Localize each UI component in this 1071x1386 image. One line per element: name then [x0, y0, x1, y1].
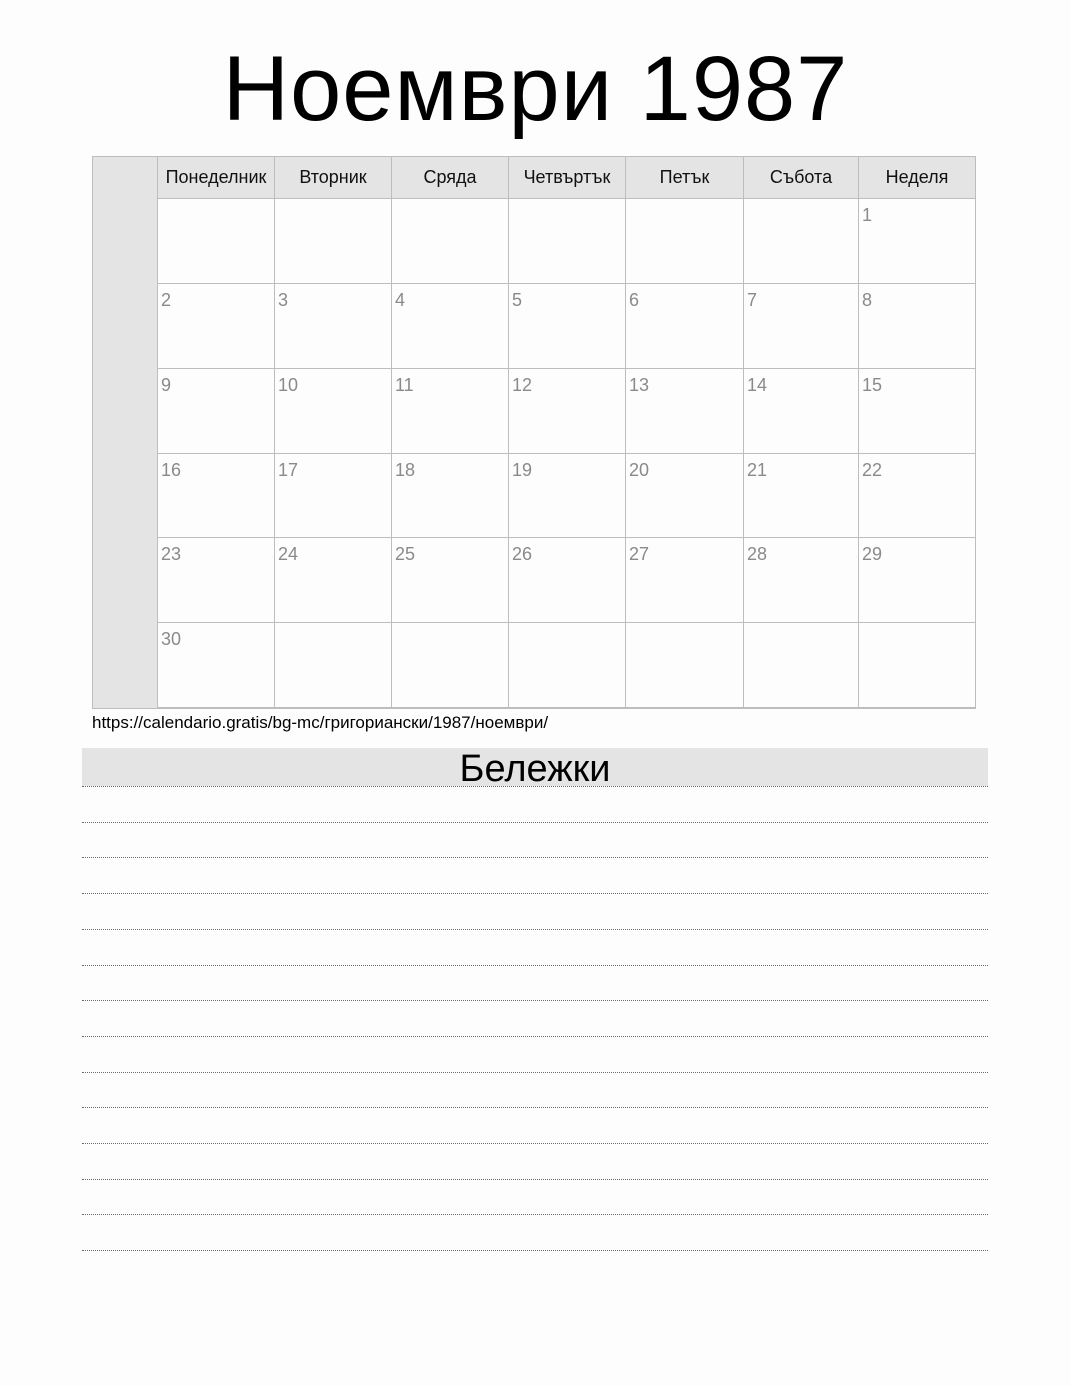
day-cell [626, 369, 744, 454]
day-number: 8 [862, 289, 873, 310]
day-number: 2 [161, 289, 172, 310]
weekday-header: Понеделник [158, 157, 275, 199]
day-number: 22 [862, 459, 883, 480]
day-number: 7 [747, 289, 758, 310]
notes-line [82, 1107, 988, 1108]
day-number: 11 [395, 374, 414, 395]
day-cell [392, 284, 509, 369]
notes-line [82, 1036, 988, 1037]
day-number: 26 [512, 544, 533, 565]
day-number: 5 [512, 289, 523, 310]
notes-line [82, 857, 988, 858]
page-title: Ноември 1987 [222, 38, 849, 140]
day-cell [859, 454, 975, 539]
day-cell [626, 538, 744, 623]
day-number: 9 [161, 374, 172, 395]
day-cell [859, 369, 975, 454]
day-cell [392, 369, 509, 454]
day-cell [626, 623, 744, 708]
day-cell [392, 538, 509, 623]
day-cell [509, 284, 626, 369]
day-cell [626, 454, 744, 539]
notes-line [82, 822, 988, 823]
notes-heading: Бележки [82, 748, 988, 786]
source-url: https://calendario.gratis/bg-mc/григориански/1987/ноември/ [92, 713, 549, 732]
day-cell [392, 454, 509, 539]
day-number: 14 [747, 374, 768, 395]
day-number: 25 [395, 544, 416, 565]
day-cell [859, 284, 975, 369]
day-number: 13 [629, 374, 650, 395]
day-number: 18 [395, 459, 416, 480]
day-cell [158, 284, 275, 369]
weekday-header: Събота [744, 157, 859, 199]
day-cell [275, 538, 392, 623]
day-cell [744, 454, 859, 539]
day-cell [275, 454, 392, 539]
day-cell [859, 538, 975, 623]
day-cell [744, 284, 859, 369]
day-number: 4 [395, 289, 406, 310]
day-cell [509, 369, 626, 454]
day-cell [158, 199, 275, 284]
day-cell [392, 199, 509, 284]
day-number: 28 [747, 544, 768, 565]
day-cell [509, 623, 626, 708]
day-number: 16 [161, 459, 182, 480]
day-cell [158, 454, 275, 539]
day-number: 24 [278, 544, 299, 565]
day-number: 29 [862, 544, 883, 565]
notes-line [82, 1214, 988, 1215]
day-number: 20 [629, 459, 650, 480]
day-cell [626, 199, 744, 284]
notes-line [82, 786, 988, 787]
notes-line [82, 893, 988, 894]
notes-line [82, 1250, 988, 1251]
notes-line [82, 1143, 988, 1144]
day-cell [392, 623, 509, 708]
day-number: 17 [278, 459, 299, 480]
weekday-header: Неделя [859, 157, 975, 199]
day-cell [744, 199, 859, 284]
day-cell [275, 623, 392, 708]
day-number: 12 [512, 374, 533, 395]
calendar-days [158, 157, 975, 708]
day-cell [744, 623, 859, 708]
weekday-header: Вторник [275, 157, 392, 199]
day-number: 3 [278, 289, 289, 310]
day-cell [509, 199, 626, 284]
day-cell [744, 538, 859, 623]
day-cell [158, 538, 275, 623]
day-number: 6 [629, 289, 640, 310]
notes-line [82, 1000, 988, 1001]
week-number-column [93, 157, 158, 708]
day-number: 15 [862, 374, 883, 395]
notes-line [82, 1072, 988, 1073]
calendar-grid [92, 156, 976, 709]
weekday-header: Петък [626, 157, 744, 199]
day-number: 21 [747, 459, 768, 480]
notes-line [82, 929, 988, 930]
day-cell [509, 454, 626, 539]
day-number: 10 [278, 374, 299, 395]
day-cell [158, 623, 275, 708]
day-number: 27 [629, 544, 650, 565]
day-number: 23 [161, 544, 182, 565]
day-cell [509, 538, 626, 623]
notes-line [82, 1179, 988, 1180]
day-cell [275, 284, 392, 369]
day-cell [859, 199, 975, 284]
day-cell [275, 369, 392, 454]
day-cell [859, 623, 975, 708]
day-number: 1 [862, 205, 873, 225]
notes-line [82, 965, 988, 966]
weekday-header: Сряда [392, 157, 509, 199]
day-number: 30 [161, 629, 182, 650]
weekday-header: Четвъртък [509, 157, 626, 199]
day-cell [626, 284, 744, 369]
day-cell [158, 369, 275, 454]
day-cell [275, 199, 392, 284]
day-cell [744, 369, 859, 454]
day-number: 19 [512, 459, 533, 480]
